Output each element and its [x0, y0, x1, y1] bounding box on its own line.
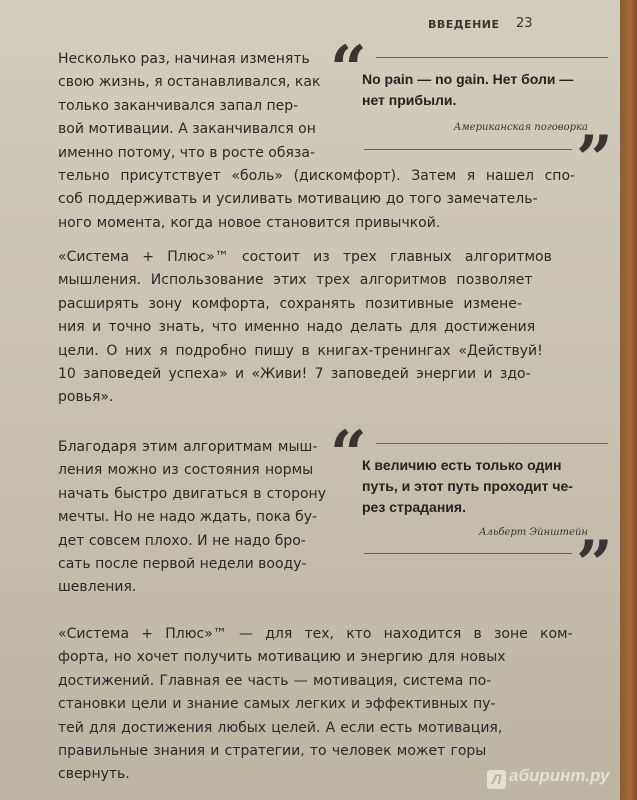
- quote-line: К величию есть только один: [362, 457, 562, 473]
- text-line: тельно присутствует «боль» (дискомфорт). Затем я нашел спо-: [58, 168, 576, 185]
- open-quote-mark: “: [330, 417, 367, 492]
- text-line: шевления.: [58, 579, 137, 596]
- quote-bottom-rule: [364, 553, 572, 554]
- text-line: становки цели и знание самых легких и эффективных пу-: [58, 696, 496, 713]
- text-line: расширять зону комфорта, сохранять позитивные измене-: [58, 295, 522, 312]
- labirint-watermark: [487, 766, 609, 789]
- text-line: свою жизнь, я останавливался, как: [58, 74, 321, 91]
- paragraph-2: [58, 246, 552, 410]
- text-line: начать быстро двигаться в сторону: [58, 485, 326, 502]
- text-line: ного момента, когда новое становится привычкой.: [58, 214, 441, 231]
- page-edge: [620, 0, 637, 800]
- quote-2-author: Альберт Эйнштейн: [478, 527, 588, 538]
- text-line: правильные знания и стратегии, то человек может горы: [58, 743, 487, 760]
- quote-line: рез страдания.: [362, 499, 466, 515]
- text-line: 10 заповедей успеха» и «Живи! 7 заповедей энергии и здо-: [58, 366, 531, 383]
- text-line: именно потому, что в росте обяза-: [58, 144, 315, 161]
- paragraph-4: [58, 623, 573, 787]
- text-line: тей для достижения любых целей. А если есть мотивация,: [58, 719, 503, 736]
- text-line: «Система + Плюс»™ — для тех, кто находится в зоне ком-: [58, 626, 573, 642]
- quote-1-text: [362, 69, 573, 111]
- text-line: мечты. Но не надо ждать, пока бу-: [58, 509, 318, 526]
- section-title: ВВЕДЕНИЕ: [428, 18, 500, 31]
- text-line: вой мотивации. А заканчивался он: [58, 121, 316, 138]
- quote-line: путь, и этот путь проходит че-: [362, 478, 573, 494]
- paragraph-3: [58, 436, 326, 600]
- text-line: дет совсем плохо. И не надо бро-: [58, 532, 306, 549]
- text-line: соб поддерживать и усиливать мотивацию до того замечатель-: [58, 191, 538, 208]
- text-line: мышления. Использование этих трех алгоритмов позволяет: [58, 272, 533, 289]
- watermark-text: абиринт.ру: [509, 766, 610, 785]
- quote-line: нет прибыли.: [362, 92, 457, 108]
- quote-top-rule: [376, 443, 608, 444]
- close-quote-mark: ”: [576, 122, 613, 197]
- quote-bottom-rule: [364, 149, 572, 150]
- open-quote-mark: “: [330, 32, 367, 107]
- page-number: 23: [516, 16, 533, 31]
- text-line: Несколько раз, начиная изменять: [58, 51, 310, 67]
- text-line: «Система + Плюс»™ состоит из трех главных алгоритмов: [58, 249, 552, 265]
- quote-1-author: Американская поговорка: [453, 122, 588, 133]
- quote-2-text: [362, 455, 573, 518]
- text-line: ния и точно знать, что именно надо делать для достижения: [58, 319, 536, 336]
- text-line: только заканчивался запал пер-: [58, 97, 299, 114]
- text-line: ровья».: [58, 389, 114, 406]
- quote-line: No pain — no gain. Нет боли —: [362, 71, 574, 87]
- text-line: сать после первой недели вооду-: [58, 556, 307, 573]
- quote-top-rule: [376, 57, 608, 58]
- text-line: цели. О них я подробно пишу в книгах-тренингах «Действуй!: [58, 342, 543, 359]
- text-line: Благодаря этим алгоритмам мыш-: [58, 439, 318, 455]
- labirint-logo-icon: Л: [487, 770, 506, 789]
- text-line: форта, но хочет получить мотивацию и энергию для новых: [58, 649, 506, 666]
- text-line: свернуть.: [58, 766, 130, 783]
- close-quote-mark: ”: [576, 527, 613, 602]
- text-line: достижений. Главная ее часть — мотивация, система по-: [58, 672, 492, 689]
- text-line: ления можно из состояния нормы: [58, 462, 314, 479]
